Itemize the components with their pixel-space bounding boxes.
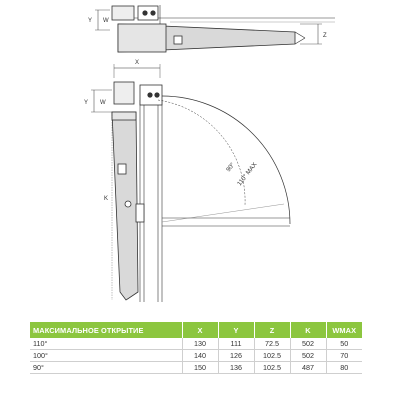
y-dimension-label-top: Y (88, 18, 93, 24)
cell-angle: 110° (30, 338, 182, 350)
table-row (30, 362, 362, 374)
cell-x: 150 (182, 362, 218, 374)
y-dimension-label-side: Y (84, 100, 89, 106)
cell-wmax: 80 (326, 362, 362, 374)
table-header-row (30, 322, 362, 338)
table-row (30, 338, 362, 350)
cell-k: 502 (290, 350, 326, 362)
w-dimension-label-side: W (100, 100, 106, 106)
header-z: Z (254, 322, 290, 338)
cell-wmax: 50 (326, 338, 362, 350)
cell-angle: 90° (30, 362, 182, 374)
cell-x: 130 (182, 338, 218, 350)
cell-y: 136 (218, 362, 254, 374)
angle-90-label: 90° (225, 161, 237, 174)
z-dimension-label: Z (323, 33, 327, 39)
side-view (91, 64, 290, 302)
header-k: K (290, 322, 326, 338)
cell-z: 102.5 (254, 350, 290, 362)
cell-k: 487 (290, 362, 326, 374)
w-dimension-label-top: W (103, 18, 109, 24)
cell-z: 102.5 (254, 362, 290, 374)
cell-x: 140 (182, 350, 218, 362)
cell-y: 111 (218, 338, 254, 350)
cell-y: 126 (218, 350, 254, 362)
table-row (30, 350, 362, 362)
x-dimension-label: X (135, 60, 140, 66)
header-y: Y (218, 322, 254, 338)
header-max-opening: МАКСИМАЛЬНОЕ ОТКРЫТИЕ (30, 322, 182, 338)
cell-wmax: 70 (326, 350, 362, 362)
top-view (95, 5, 335, 52)
angle-max-label: 110° MAX (236, 161, 259, 188)
header-x: X (182, 322, 218, 338)
cell-angle: 100° (30, 350, 182, 362)
k-dimension-label: K (104, 196, 109, 202)
cell-k: 502 (290, 338, 326, 350)
opening-spec-table (30, 322, 362, 374)
header-wmax: WMAX (326, 322, 362, 338)
cell-z: 72.5 (254, 338, 290, 350)
